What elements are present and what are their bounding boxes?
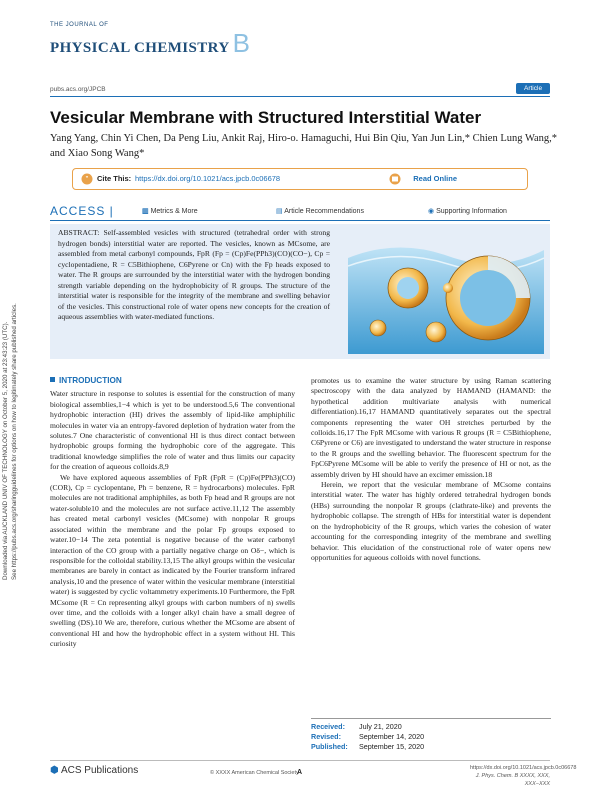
footer-doi-link[interactable]: https://dx.doi.org/10.1021/acs.jpcb.0c06678 <box>470 765 577 771</box>
document-icon: ▤ <box>276 208 285 215</box>
section-marker-icon <box>50 377 55 382</box>
read-online-icon <box>389 173 401 185</box>
left-column <box>50 376 295 650</box>
published-date: September 15, 2020 <box>359 742 425 751</box>
cite-box <box>72 168 528 190</box>
intro-paragraph-4: Herein, we report that the vesicular membrane of MCsome contains interstitial water. The water has highly ordered tetrahedral hydrogen bonds (HBs) surrounding the nonpolar R groups (clathrate-like) and prevents the hydrophobic collapse. The strength of HBs for interstitial water is dependent on the hydrophobicity of the R groups, which varies the cohesion of water accounting for the corresponding integrity of the membrane and swelling behavior. This elucidation of the constructional role of water opens new opportunities for aqueous colloids with novel functions. <box>311 480 551 562</box>
metrics-button[interactable] <box>142 207 198 215</box>
access-label: ACCESS | <box>50 204 114 218</box>
cite-label: Cite This: <box>97 174 132 183</box>
publisher-logo[interactable] <box>50 765 138 776</box>
supporting-info-icon: ◉ <box>428 208 437 215</box>
header-divider <box>50 96 550 97</box>
acs-hex-icon: ⬢ <box>50 765 61 776</box>
publication-dates <box>311 718 551 752</box>
cite-icon <box>81 173 93 185</box>
received-row <box>311 722 551 732</box>
cite-doi-link[interactable]: https://dx.doi.org/10.1021/acs.jpcb.0c06678 <box>135 174 281 183</box>
download-notice-line2: See https://pubs.acs.org/sharingguidelines for options on how to legitimately share published articles. <box>11 303 18 580</box>
right-column <box>311 376 551 563</box>
svg-text:”: ” <box>85 175 89 184</box>
journal-url[interactable]: pubs.acs.org/JPCB <box>50 86 106 93</box>
footer-citation <box>470 764 577 788</box>
intro-heading <box>50 376 295 386</box>
recommendations-button[interactable] <box>276 207 364 215</box>
revised-label: Revised: <box>311 732 341 741</box>
received-date: July 21, 2020 <box>359 722 402 731</box>
recommendations-label: Article Recommendations <box>284 208 364 215</box>
published-row <box>311 742 551 752</box>
download-notice <box>2 220 28 580</box>
journal-prefix: THE JOURNAL OF <box>50 22 109 28</box>
footer-journal-citation: J. Phys. Chem. B XXXX, XXX, XXX−XXX <box>475 773 550 787</box>
download-notice-line1: Downloaded via AUCKLAND UNIV OF TECHNOLOGY on October 5, 2020 at 23:43:23 (UTC). <box>2 321 9 580</box>
revised-date: September 14, 2020 <box>359 732 425 741</box>
copyright: © XXXX American Chemical Society <box>210 770 299 776</box>
metrics-label: Metrics & More <box>150 208 198 215</box>
abstract-text: ABSTRACT: Self-assembled vesicles with structured (tetrahedral order with strong hydrogen bonds) interstitial water are reported. The vesicles, known as MCsome, are assembled from metal carbonyl compounds, FpR (Fp = (Cp)Fe(PPh3)(CO)(CO−), Cp = cyclopentadiene, R = C5Bithiophene, C6Pyrene or Cn) with the Fp heads exposed to water. The R groups are surrounded by the interstitial water with the hydrogen bonding strength variable depending on the hydrophobicity of R groups. The structure of the interstitial water is responsible for the integrity of the membrane and swelling behavior of the vesicles. This constructional role of water opens new concepts for the creation of aqueous assemblies with water-mediated functions. <box>58 228 330 321</box>
supporting-info-label: Supporting Information <box>436 208 507 215</box>
revised-row <box>311 732 551 742</box>
article-title: Vesicular Membrane with Structured Interstitial Water <box>50 108 482 127</box>
author-list: Yang Yang, Chin Yi Chen, Da Peng Liu, Ankit Raj, Hiro-o. Hamaguchi, Hui Bin Qiu, Yan Jun Lin,* Chien Lung Wang,* and Xiao Song Wang* <box>50 133 558 159</box>
intro-paragraph-1: Water structure in response to solutes is essential for the construction of many biological assemblies,1−4 which is yet to be understood.5,6 The conventional hydrophobic interaction (HI) drives the assembly of lipid-like amphiphilic molecules in water via an entropy-favored depletion of hydration water from the solutes.7 One characteristic of conventional HI is thus direct contact between hydrophobic groups forming the hydrophobic core of the aggregate. This traditional knowledge simplifies the role of water and thus limits our capacity for the creation of aqueous colloids.8,9 <box>50 389 295 472</box>
read-online-link[interactable]: Read Online <box>413 174 457 183</box>
published-label: Published: <box>311 742 348 751</box>
journal-letter: B <box>232 28 250 58</box>
page-number: A <box>297 769 303 776</box>
intro-heading-text: INTRODUCTION <box>59 376 122 385</box>
toc-graphic <box>348 228 544 354</box>
journal-name: PHYSICAL CHEMISTRY <box>50 40 230 56</box>
received-label: Received: <box>311 722 345 731</box>
intro-paragraph-3: promotes us to examine the water structure by using Raman scattering spectroscopy with the data analyzed by HAMAND (HAMAND: the hypothetical addition multivariate analysis with numerical differentiation).16,17 HAMAND quantitatively separates out the spectral components representing the water OH stretches perturbed by the colloids.16,17 The FpR MCsome with various R groups (R = C5Bithiophene, C6Pyrene or C6) are investigated to understand the water structure in response to the R groups and the swelling behavior. The fluorescent spectrum for the FpC6Pyrene MCsome will be able to verify the presence of HI or not, as the assembly driven by HI should have an excimer emission.18 <box>311 376 551 479</box>
intro-paragraph-2: We have explored aqueous assemblies of FpR (FpR = (Cp)Fe(PPh3)(CO)(COR), Cp = cyclopentane, Ph = benzene, R = hydrocarbons) molecules. FpR molecules are not traditional amphiphiles, as both Fp head and R groups are not water-soluble10 and the molecules are not surface active.11,12 The assembly has created metal carbonyl vesicles (MCsome) with nonpolar R groups associated within the membrane and the polar Fp groups exposed to water.10−14 The zeta potential is negative because of the water carbonyl interaction of the CO group with a partially negative charge on Oδ−, which is responsible for the colloidal stability.13,15 The alkyl groups within the vesicular membranes are barely in contact as indicated by the Fourier transform infrared analysis,10 and the presence of water within the vesicular membrane (interstitial water) is suggested by cyclic voltammetry experiments.10 Furthermore, the FpR MCsome (R = Cn representing alkyl groups with carbon numbers of n) swells over time, and the colloids with a longer alkyl chain have a small degree of swelling (DS).10 We are, therefore, curious whether the MCsome are absent of conventional HI and how the hydrophobic effect in a system without HI. This curiosity <box>50 472 295 649</box>
bar-chart-icon: ▥ <box>142 208 151 215</box>
toolbar-divider <box>50 220 550 221</box>
article-badge: Article <box>516 83 550 94</box>
footer-divider <box>50 760 550 761</box>
publisher-name: ACS Publications <box>60 765 139 776</box>
supporting-info-button[interactable] <box>428 207 507 215</box>
journal-masthead <box>50 22 250 59</box>
